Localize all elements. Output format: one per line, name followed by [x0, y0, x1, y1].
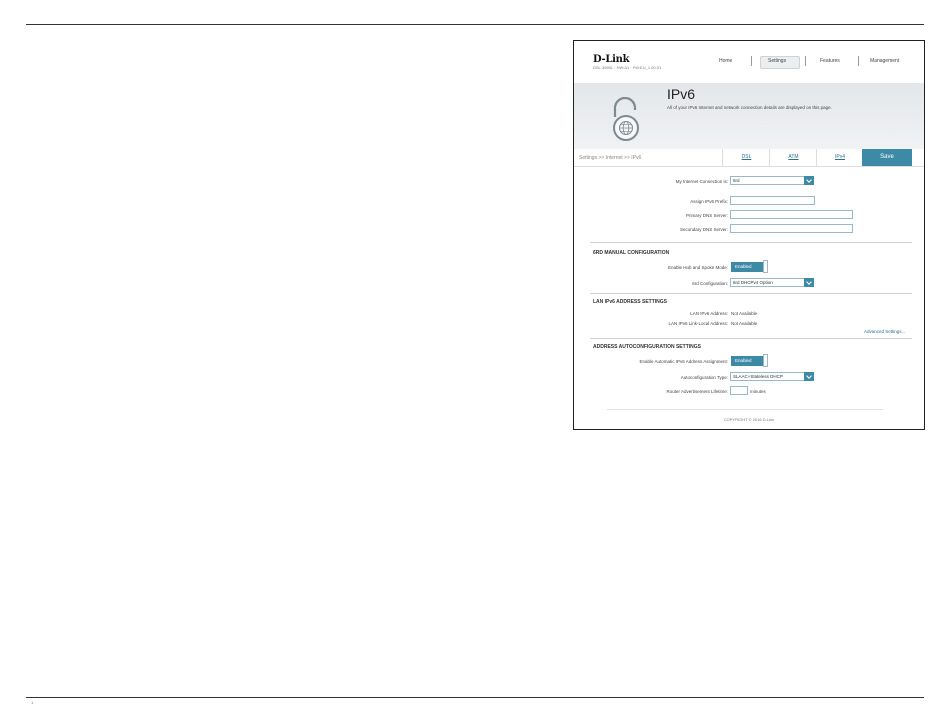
connection-select[interactable]	[730, 176, 814, 185]
hub-spoke-label: Enable Hub and Spoke Mode:	[667, 265, 728, 270]
device-model: DSL-3900L · HW:A1 · FW:EU_1.00.01	[593, 65, 662, 70]
auto-assign-label: Enable Automatic IPv6 Address Assignment:	[639, 359, 728, 364]
toggle-knob	[763, 354, 768, 367]
nav-divider	[751, 56, 752, 66]
nav-divider	[805, 56, 806, 66]
nav-home[interactable]: Home	[719, 58, 733, 64]
ra-lifetime-label: Router Advertisement Lifetime:	[666, 389, 728, 394]
autoconfig-heading: ADDRESS AUTOCONFIGURATION SETTINGS	[593, 344, 701, 350]
section-divider	[590, 293, 912, 294]
nav-management[interactable]: Management	[870, 58, 900, 64]
section-divider	[590, 242, 912, 243]
tab-atm[interactable]: ATM	[769, 149, 817, 166]
page-banner	[574, 83, 924, 150]
connection-value: 6rd	[733, 178, 740, 183]
hub-spoke-toggle[interactable]	[731, 262, 767, 272]
autoconfig-type-value: SLAAC+Stateless DHCP	[733, 374, 783, 379]
autoconfig-type-label: Autoconfiguration Type:	[680, 375, 728, 380]
tab-dsl[interactable]: DSL	[722, 149, 770, 166]
chevron-down-icon	[804, 278, 814, 287]
autoconfig-type-select[interactable]	[730, 372, 814, 381]
link-local-address-label: LAN IPv6 Link-Local Address:	[668, 321, 728, 326]
page-title: IPv6	[667, 86, 696, 102]
lan-ipv6-address-value: Not Available	[731, 311, 758, 316]
lock-globe-icon	[609, 97, 643, 141]
hub-spoke-state: Enabled	[735, 264, 752, 269]
primary-dns-input[interactable]	[730, 210, 853, 219]
6rd-config-select[interactable]	[730, 278, 814, 287]
ra-lifetime-unit: minutes	[750, 389, 766, 394]
6rd-config-value: 6rd DHCPv4 Option	[733, 280, 773, 285]
assign-prefix-input[interactable]	[730, 196, 815, 205]
chevron-down-icon	[804, 372, 814, 381]
footer-divider	[607, 409, 883, 410]
top-rule	[26, 24, 924, 25]
assign-prefix-label: Assign IPv6 Prefix:	[690, 199, 728, 204]
auto-assign-state: Enabled	[735, 358, 752, 363]
toggle-knob	[763, 260, 768, 273]
save-button[interactable]: Save	[862, 149, 912, 166]
breadcrumb: Settings >> Internet >> IPv6	[579, 155, 642, 161]
bottom-rule	[26, 697, 924, 698]
page-number: 1	[31, 700, 34, 705]
nav-divider	[858, 56, 859, 66]
6rd-config-label: 6rd Configuration:	[692, 281, 728, 286]
ra-lifetime-input[interactable]	[730, 386, 748, 395]
router-ui-screenshot	[573, 40, 925, 430]
manual-config-heading: 6RD MANUAL CONFIGURATION	[593, 250, 670, 256]
brand-logo[interactable]: D-Link	[593, 54, 630, 65]
chevron-down-icon	[804, 176, 814, 185]
secondary-dns-input[interactable]	[730, 224, 853, 233]
page-description: All of your IPv6 Internet and network connection details are displayed on this page.	[667, 105, 832, 110]
auto-assign-toggle[interactable]	[731, 356, 767, 366]
connection-label: My Internet Connection is:	[675, 179, 728, 184]
advanced-settings-link[interactable]: Advanced Settings...	[864, 329, 906, 334]
header	[574, 41, 924, 83]
copyright-text: COPYRIGHT © 2016 D-Link	[723, 417, 775, 422]
lan-ipv6-address-label: LAN IPv6 Address:	[690, 311, 728, 316]
nav-settings[interactable]: Settings	[768, 58, 787, 64]
secondary-dns-label: Secondary DNS Server:	[679, 227, 728, 232]
link-local-address-value: Not Available	[731, 321, 758, 326]
lan-settings-heading: LAN IPv6 ADDRESS SETTINGS	[593, 299, 667, 305]
tab-ipv4[interactable]: IPv4	[816, 149, 863, 166]
section-divider	[590, 338, 912, 339]
nav-features[interactable]: Features	[820, 58, 840, 64]
primary-dns-label: Primary DNS Server:	[685, 213, 728, 218]
